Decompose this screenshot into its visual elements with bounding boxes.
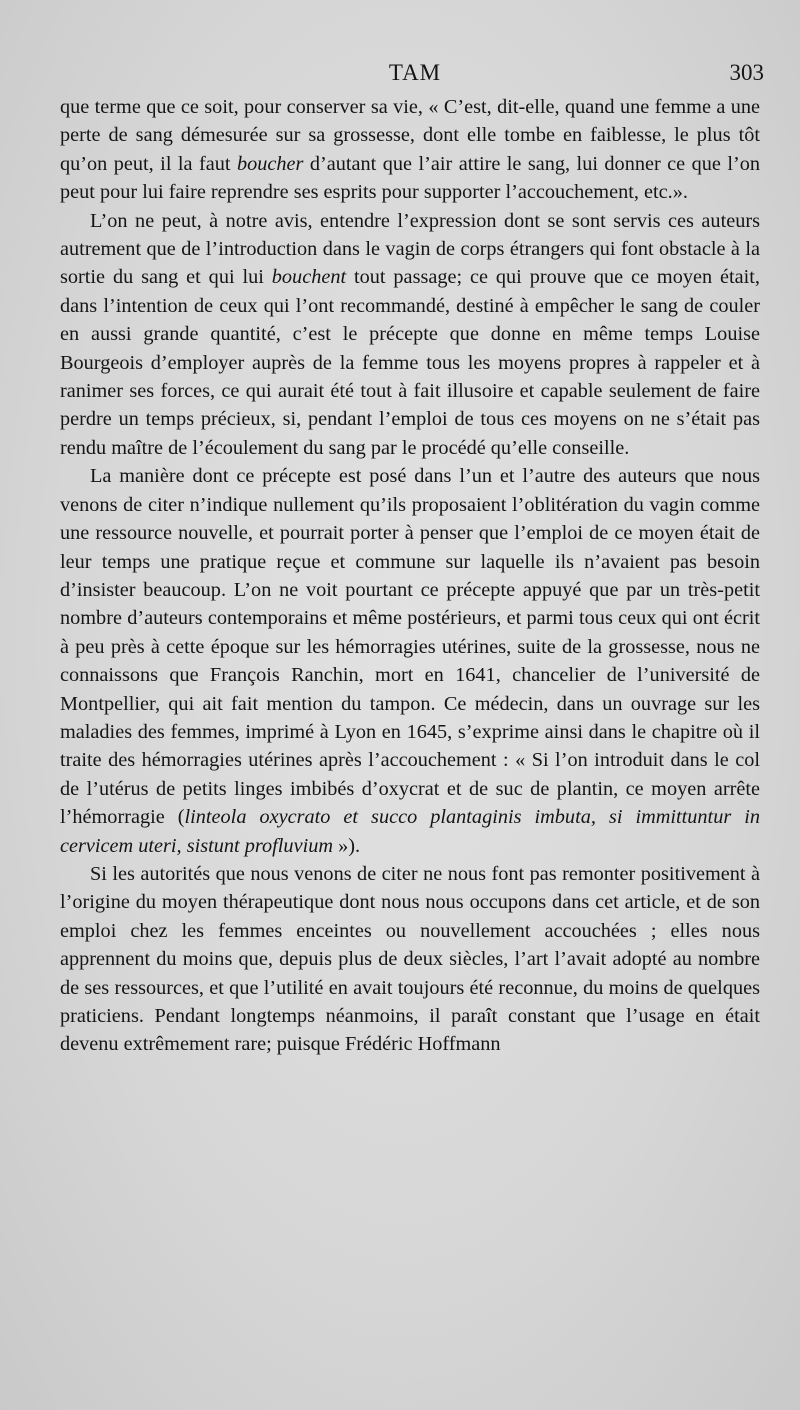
text-run: L’on ne peut, à notre avis, entendre l’expression dont se sont servis ces auteurs autrement que de l’introduction dans le vagin de corps étrangers qui font obstacle à la sortie du sang et qui lui	[60, 209, 760, 289]
paragraph-3	[60, 462, 760, 860]
body-text	[60, 93, 760, 1059]
italic-word-boucher: boucher	[236, 152, 304, 175]
text-run: Si les autorités que nous venons de citer ne nous font pas remonter positivement à l’origine du moyen thérapeutique dont nous nous occupons dans cet article, et de son emploi chez les femmes enceintes ou nouvellement accouchées ; elles nous apprennent du moins que, depuis plus de deux siècles, l’art l’avait adopté au nombre de ses ressources, et que l’utilité en avait toujours été reconnue, du moins de quelques praticiens. Pendant longtemps néanmoins, il paraît constant que l’usage en était devenu extrêmement rare; puisque Frédéric Hoffmann	[60, 862, 760, 1056]
text-run: »).	[333, 834, 361, 857]
paragraph-4	[60, 860, 760, 1059]
latin-quotation: linteola oxycrato et succo plantaginis imbuta, si immittuntur in cervicem uteri, sistunt profluvium	[60, 806, 761, 857]
running-head: TAM	[388, 60, 442, 85]
page-header	[60, 60, 770, 92]
italic-word-bouchent: bouchent	[271, 266, 347, 289]
text-run: La manière dont ce précepte est posé dans l’un et l’autre des auteurs que nous venons de citer n’indique nullement qu’ils proposaient l’oblitération du vagin comme une ressource nouvelle, et pourrait porter à penser que l’emploi de ce moyen était de leur temps une pratique reçue et commune sur laquelle ils n’avaient pas besoin d’insister beaucoup. L’on ne voit pourtant ce précepte appuyé que par un très-petit nombre d’auteurs contemporains et même postérieurs, et parmi tous ceux qui ont écrit à peu près à cette époque sur les hémorragies utérines, suite de la grossesse, nous ne connaissons que François Ranchin, mort en 1641, chancelier de l’université de Montpellier, qui ait fait mention du tampon. Ce médecin, dans un ouvrage sur les maladies des femmes, imprimé à Lyon en 1645, s’exprime ainsi dans le chapitre où il traite des hémorragies utérines après l’accouchement : « Si l’on introduit dans le col de l’utérus de petits linges imbibés d’oxycrat et de suc de plantin, ce moyen arrête l’hémorragie (	[60, 465, 760, 829]
page-number: 303	[729, 60, 764, 85]
text-run: d’autant que l’air attire le sang, lui donner ce que l’on peut pour lui faire reprendre ses esprits pour supporter l’accouchement, etc.».	[60, 152, 761, 204]
paragraph-2	[60, 207, 760, 463]
text-run: tout passage; ce qui prouve que ce moyen était, dans l’intention de ceux qui l’ont recommandé, destiné à empêcher le sang de couler en aussi grande quantité, c’est le précepte que donne en même temps Louise Bourgeois d’employer auprès de la femme tous les moyens propres à rappeler et à ranimer ses forces, ce qui aurait été tout à fait illusoire et capable seulement de faire perdre un temps précieux, si, pendant l’emploi de tous ces moyens on ne s’était pas rendu maître de l’écoulement du sang par le procédé qu’elle conseille.	[60, 266, 760, 459]
paragraph-1	[60, 93, 760, 207]
text-run: que terme que ce soit, pour conserver sa vie, « C’est, dit-elle, quand une femme a une perte de sang démesurée sur sa grossesse, dont elle tombe en faiblesse, le plus tôt qu’on peut, il la faut	[60, 96, 760, 175]
